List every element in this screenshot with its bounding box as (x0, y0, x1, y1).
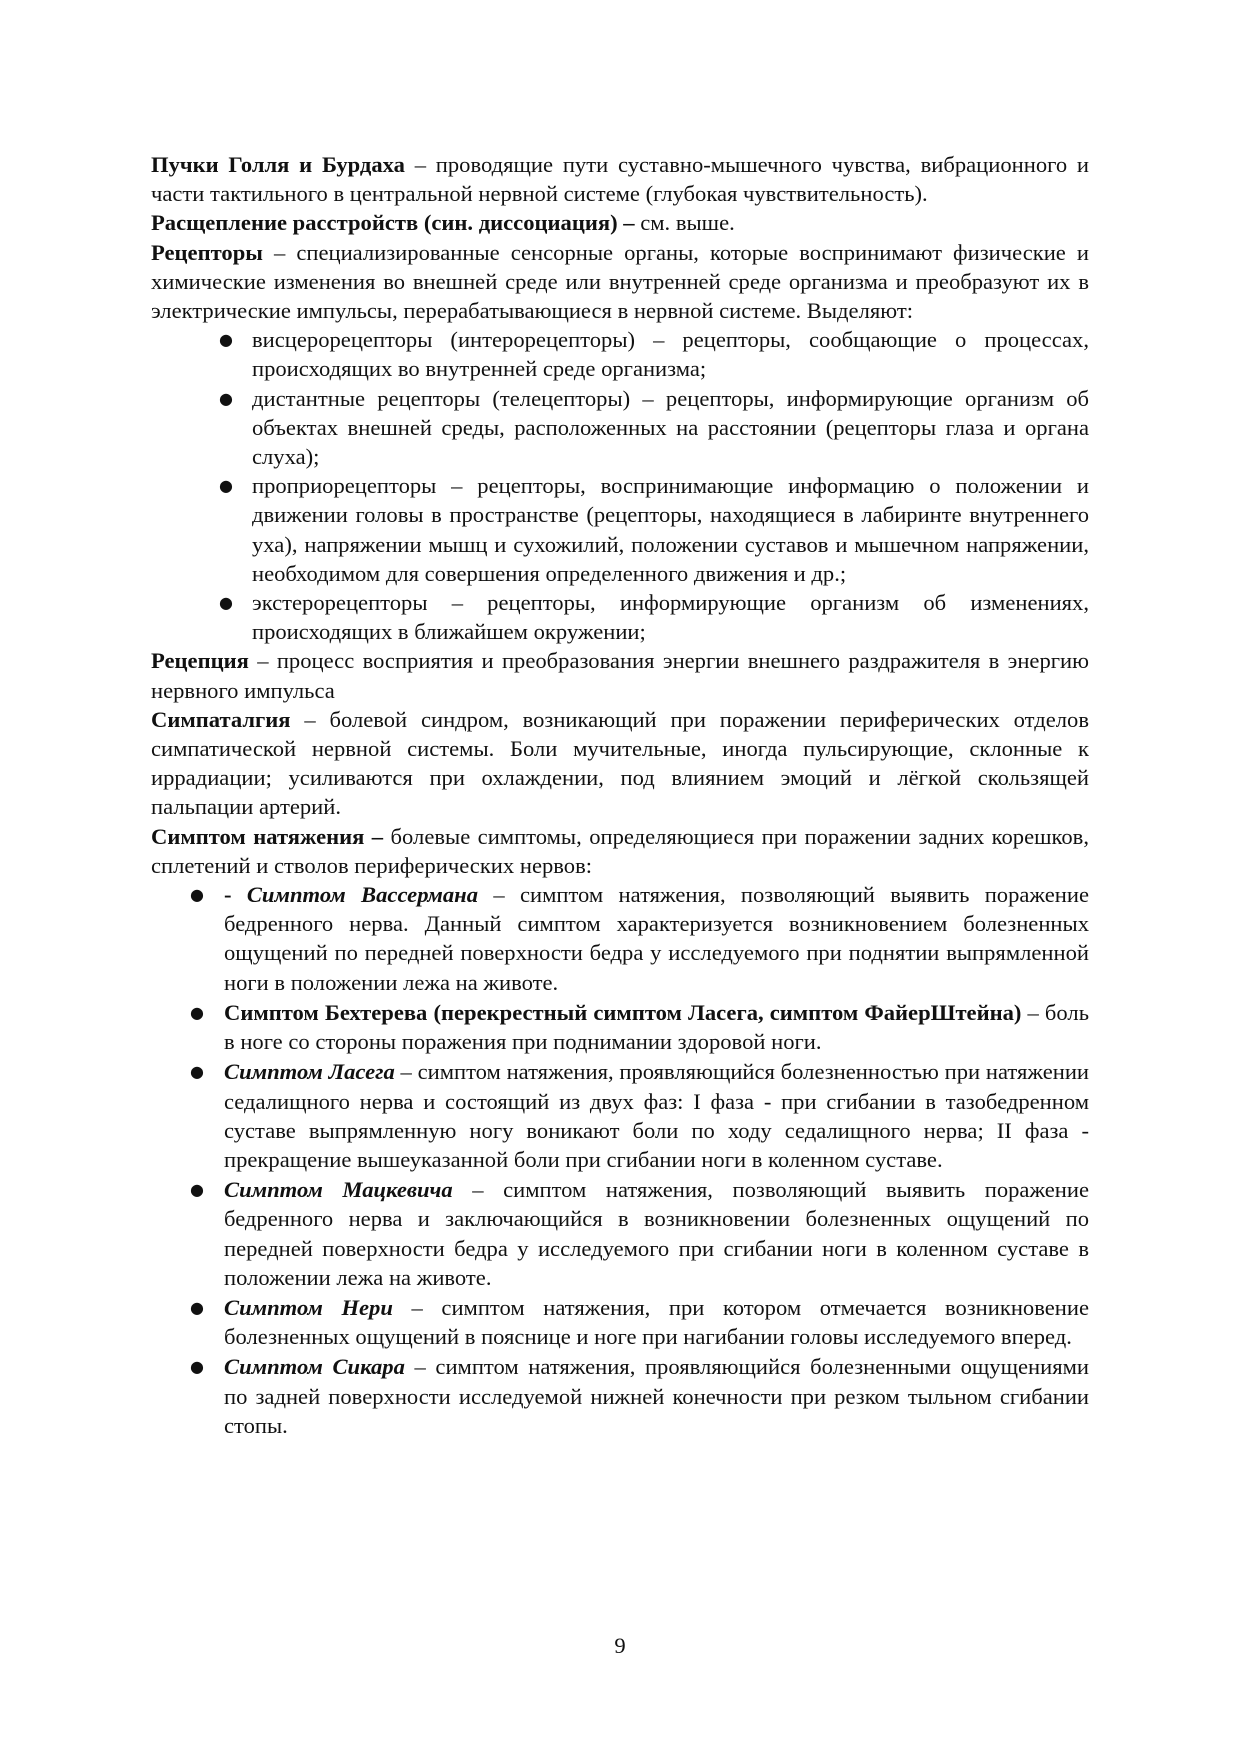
bullet-icon: ● (190, 1002, 204, 1022)
symptom-name: Симптом Ласега (224, 1059, 395, 1085)
symptom-text: – симптом натяжения, проявляющийся болезненными ощущениями по задней поверхности исследуемой нижней конечности при резком тыльном сгибании стопы. (224, 1354, 1089, 1438)
symptom-name: Симптом Нери (224, 1294, 393, 1320)
symptom-name: Симптом Мацкевича (224, 1177, 453, 1203)
entry-golla (151, 150, 1089, 208)
list-item (151, 1175, 1089, 1292)
symptom-name: Симптом Бехтерева (перекрестный симптом Ласега, симптом ФайерШтейна) (224, 999, 1022, 1025)
list-item (151, 1352, 1089, 1440)
symptom-name: Симптом Вассермана (246, 882, 478, 908)
symptom-name: Симптом Сикара (224, 1354, 405, 1380)
term-golla: Пучки Голля и Бурдаха (151, 152, 405, 177)
list-item (151, 998, 1089, 1056)
term-natyazheniya: Симптом натяжения – (151, 823, 384, 849)
definition-recepciya: – процесс восприятия и преобразования энергии внешнего раздражителя в энергию нервного импульса (151, 648, 1089, 703)
symptom-text: – симптом натяжения, позволяющий выявить поражение бедренного нерва. Данный симптом характеризуется возникновением болезненных ощущений по передней поверхности бедра у исследуемого при поднятии выпрямленной ноги в положении лежа на животе. (224, 882, 1089, 995)
entry-natyazheniya (151, 822, 1089, 880)
list-item-text: экстерорецепторы – рецепторы, информирующие организм об изменениях, происходящих в ближайшем окружении; (252, 590, 1089, 645)
page-content (151, 150, 1089, 1441)
bullet-icon: ● (190, 1062, 204, 1082)
definition-natyazheniya: болевые симптомы, определяющиеся при поражении задних корешков, сплетений и стволов периферических нервов: (151, 823, 1089, 878)
list-item (151, 471, 1089, 588)
term-receptors: Рецепторы (151, 239, 263, 265)
symptom-text: – симптом натяжения, позволяющий выявить поражение бедренного нерва и заключающийся в возникновении болезненных ощущений по передней поверхности бедра у исследуемого при сгибании ноги в коленном суставе в положении лежа на животе. (224, 1177, 1089, 1290)
bullet-icon: ● (219, 330, 233, 350)
entry-rasschep (151, 208, 1089, 237)
list-item (151, 880, 1089, 997)
list-item-text: дистантные рецепторы (телецепторы) – рецепторы, информирующие организм об объектах внешней среды, расположенных на расстоянии (рецепторы глаза и органа слуха); (252, 385, 1089, 470)
list-item (151, 1293, 1089, 1351)
list-item (151, 588, 1089, 646)
list-item (151, 325, 1089, 383)
tension-symptoms-list (151, 880, 1089, 1440)
symptom-text: – боль в ноге со стороны поражения при поднимании здоровой ноги. (224, 999, 1089, 1055)
list-item (151, 384, 1089, 472)
bullet-icon: ● (219, 593, 233, 613)
entry-recepciya (151, 646, 1089, 704)
term-rasschep: Расщепление расстройств (син. диссоциация) – (151, 210, 635, 236)
list-item-text: висцерорецепторы (интерорецепторы) – рецепторы, сообщающие о процессах, происходящих во внутренней среде организма; (252, 327, 1089, 382)
entry-receptors (151, 238, 1089, 326)
term-simpatalgiya: Симпаталгия (151, 706, 291, 732)
definition-golla: – проводящие пути суставно-мышечного чувства, вибрационного и части тактильного в центральной нервной системе (глубокая чувствительность). (151, 152, 1089, 207)
symptom-text: – симптом натяжения, проявляющийся болезненностью при натяжении седалищного нерва и состоящий из двух фаз: I фаза - при сгибании в тазобедренном суставе выпрямленную ногу воникают боли по ходу седалищного нерва; II фаза - прекращение вышеуказанной боли при сгибании ноги в коленном суставе. (224, 1059, 1089, 1172)
term-recepciya: Рецепция (151, 648, 249, 674)
list-item (151, 1057, 1089, 1174)
definition-simpatalgiya: – болевой синдром, возникающий при поражении периферических отделов симпатической нервной системы. Боли мучительные, иногда пульсирующие, склонные к иррадиации; усиливаются при охлаждении, под влиянием эмоций и лёгкой скользящей пальпации артерий. (151, 706, 1089, 820)
receptor-types-list (151, 325, 1089, 646)
definition-receptors: – специализированные сенсорные органы, которые воспринимают физические и химические изменения во внешней среде или внутренней среде организма и преобразуют их в электрические импульсы, перерабатывающиеся в нервной системе. Выделяют: (151, 239, 1089, 324)
page-number: 9 (614, 1633, 626, 1658)
definition-rasschep: см. выше. (634, 210, 735, 236)
symptom-text: – симптом натяжения, при котором отмечается возникновение болезненных ощущений в пояснице и ноге при нагибании головы исследуемого вперед. (224, 1294, 1090, 1350)
bullet-icon: ● (219, 476, 233, 496)
bullet-icon: ● (190, 885, 204, 905)
symptom-prefix: - (224, 882, 247, 908)
bullet-icon: ● (190, 1180, 204, 1200)
bullet-icon: ● (219, 388, 233, 408)
list-item-text: проприорецепторы – рецепторы, воспринимающие информацию о положении и движении головы в пространстве (рецепторы, находящиеся в лабиринте внутреннего уха), напряжении мышц и сухожилий, положении суставов и мышечном напряжении, необходимом для совершения определенного движения и др.; (252, 473, 1089, 586)
entry-simpatalgiya (151, 705, 1089, 822)
bullet-icon: ● (190, 1357, 204, 1377)
bullet-icon: ● (190, 1297, 204, 1317)
